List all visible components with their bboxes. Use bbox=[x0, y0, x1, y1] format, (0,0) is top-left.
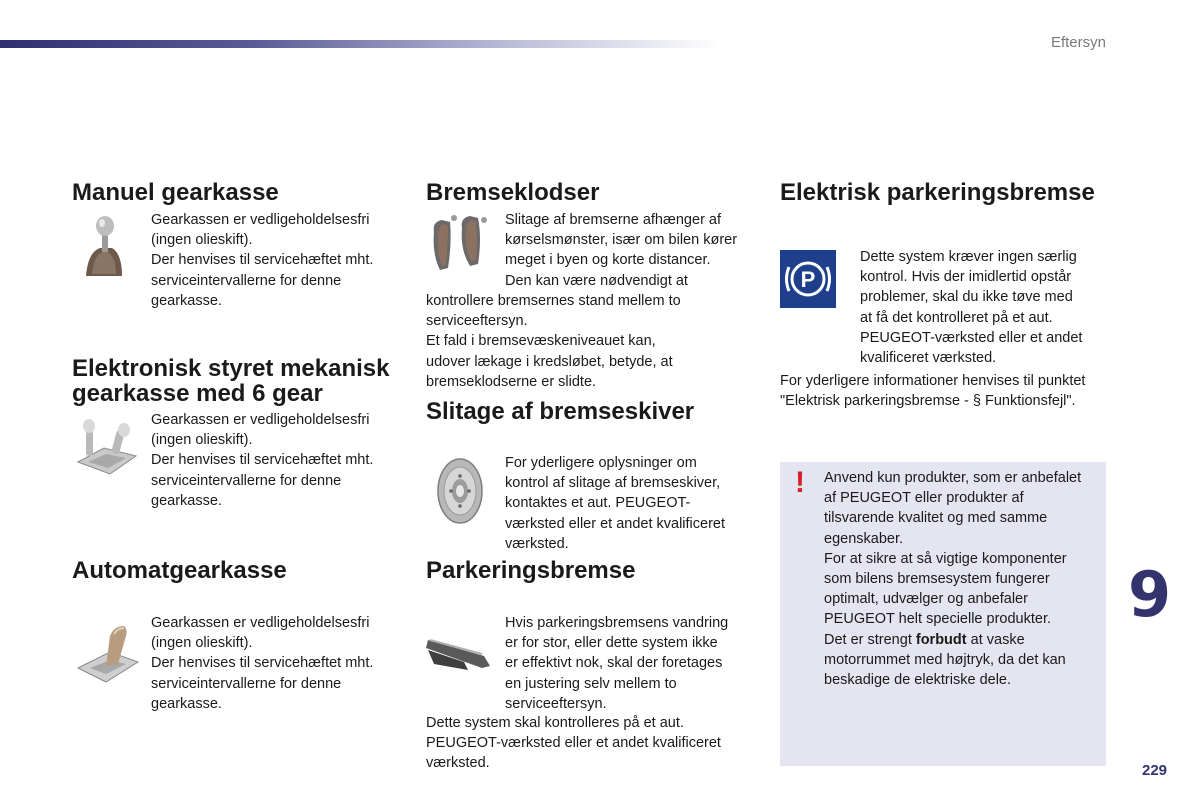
brakepads-indented-text: Slitage af bremserne afhænger af kørselsmønster, især om bilen kører meget i byen og korte distancer. Den kan være nødvendigt at bbox=[505, 212, 738, 289]
epb-warning-icon bbox=[780, 250, 836, 308]
brakepads-title: Bremseklodser bbox=[426, 179, 600, 206]
brake-pads-icon bbox=[428, 212, 492, 280]
manual-text: Gearkassen er vedligeholdelsesfri (ingen olieskift). Der henvises til servicehæftet mht. serviceintervallerne for denne gearkasse. bbox=[151, 212, 374, 309]
epb-title: Elektrisk parkeringsbremse bbox=[780, 179, 1095, 206]
electronic-gearbox-icon bbox=[74, 418, 140, 480]
warning-exclamation-icon: ! bbox=[795, 466, 805, 499]
parking-indented-text: Hvis parkeringsbremsens vandring er for stor, eller dette system ikke er effektivt nok, skal der foretages en justering selv mellem to serviceeftersyn. bbox=[505, 615, 729, 712]
header-gradient-bar bbox=[0, 40, 720, 48]
parking-title: Parkeringsbremse bbox=[426, 557, 636, 584]
page-number: 229 bbox=[1142, 762, 1168, 779]
handbrake-lever-icon bbox=[424, 628, 496, 672]
electronic-text: Gearkassen er vedligeholdelsesfri (ingen olieskift). Der henvises til servicehæftet mht. serviceintervallerne for denne gearkasse. bbox=[151, 412, 374, 509]
automatic-text: Gearkassen er vedligeholdelsesfri (ingen olieskift). Der henvises til servicehæftet mht. serviceintervallerne for denne gearkasse. bbox=[151, 615, 374, 712]
brakepads-text: kontrollere bremsernes stand mellem to serviceeftersyn. Et fald i bremsevæskeniveauet kan, udover lækage i kredsløbet, betyde, at bremseklodserne er slidte. bbox=[426, 293, 681, 390]
parking-text: Dette system skal kontrolleres på et aut. PEUGEOT-værksted eller et andet kvalificeret værksted. bbox=[426, 715, 721, 772]
manual-gearstick-icon bbox=[78, 214, 130, 280]
automatic-title: Automatgearkasse bbox=[72, 557, 287, 584]
chapter-number: 9 bbox=[1128, 558, 1172, 631]
discs-text: For yderligere oplysninger om kontrol af slitage af bremseskiver, kontaktes et aut. PEUGEOT- værksted eller et andet kvalificeret værksted. bbox=[505, 455, 726, 552]
electronic-title: Elektronisk styret mekanisk gearkasse med 6 gear bbox=[72, 355, 390, 407]
brake-disc-icon bbox=[432, 456, 488, 526]
epb-icon-letter: P bbox=[800, 267, 816, 292]
warning-text: Anvend kun produkter, som er anbefalet af PEUGEOT eller produkter af tilsvarende kvalitet og med samme egenskaber. For at sikre at så vigtige komponenter som bilens bremsesystem fungerer optimalt, udvælger og anbefaler PEUGEOT helt specielle produkter. Det er strengt forbudt at vaske motorrummet med højtryk, da det kan beskadige de elektriske dele. bbox=[824, 470, 1082, 689]
warning-forbidden-line: Det er strengt forbudt at vaske bbox=[824, 631, 1025, 648]
section-label: Eftersyn bbox=[1050, 34, 1106, 51]
epb-text: For yderligere informationer henvises til punktet "Elektrisk parkeringsbremse - § Funktionsfejl". bbox=[780, 373, 1086, 410]
epb-indented-text: Dette system kræver ingen særlig kontrol. Hvis der imidlertid opstår problemer, skal du ikke tøve med at få det kontrolleret på et aut. PEUGEOT-værksted eller et andet kvalificeret værksted. bbox=[860, 249, 1083, 367]
automatic-gearbox-icon bbox=[76, 620, 140, 686]
manual-title: Manuel gearkasse bbox=[72, 179, 279, 206]
discs-title: Slitage af bremseskiver bbox=[426, 398, 695, 425]
